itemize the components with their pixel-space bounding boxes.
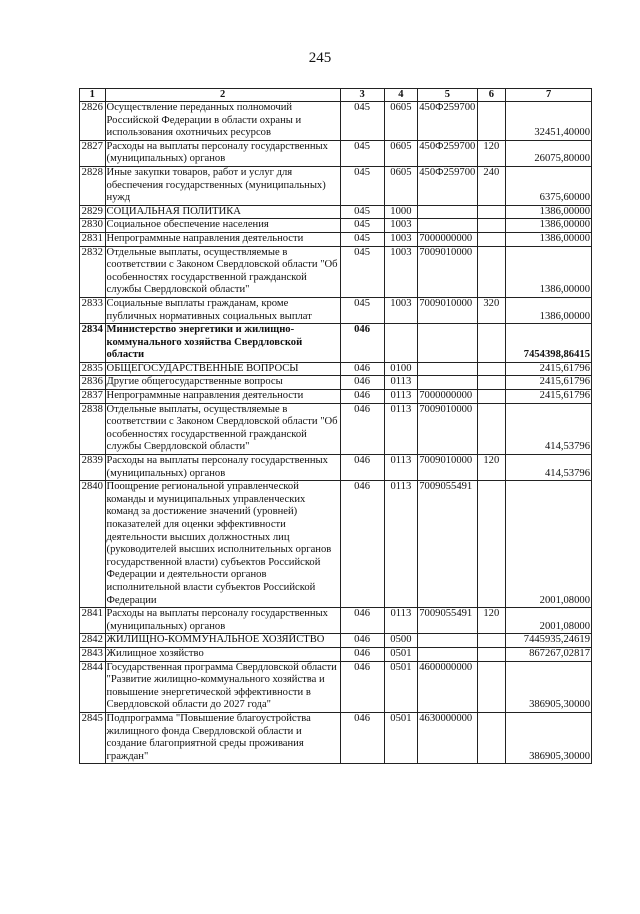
expense-type-cell — [477, 647, 506, 661]
section-code-cell: 0113 — [384, 403, 418, 454]
row-number-cell: 2831 — [80, 232, 106, 246]
amount-cell: 2415,61796 — [506, 390, 592, 404]
expense-type-cell — [477, 246, 506, 297]
department-code-cell: 046 — [340, 481, 384, 608]
expense-type-cell — [477, 661, 506, 712]
description-cell: Поощрение региональной управленческой команды и муниципальных управленческих команд за достижение значений (уровней) показателей для оценки эффективности деятельности высших должностных лиц (руководителей высших исполнительных органов государственной власти) субъектов Российской Федерации и деятельности органов исполнительной власти субъектов Российской Федерации — [105, 481, 340, 608]
expense-type-cell — [477, 219, 506, 233]
target-article-cell: 450Ф259700 — [418, 102, 477, 141]
row-number-cell: 2826 — [80, 102, 106, 141]
description-cell: Осуществление переданных полномочий Российской Федерации в области охраны и использования охотничьих ресурсов — [105, 102, 340, 141]
section-code-cell: 0605 — [384, 102, 418, 141]
expense-type-cell — [477, 205, 506, 219]
target-article-cell: 7009010000 — [418, 297, 477, 323]
section-code-cell: 0501 — [384, 712, 418, 763]
expense-type-cell — [477, 324, 506, 363]
amount-cell: 1386,00000 — [506, 205, 592, 219]
target-article-cell: 7009010000 — [418, 455, 477, 481]
description-cell: Непрограммные направления деятельности — [105, 390, 340, 404]
description-cell: ОБЩЕГОСУДАРСТВЕННЫЕ ВОПРОСЫ — [105, 362, 340, 376]
budget-table — [79, 88, 592, 764]
table-row — [80, 324, 592, 363]
row-number-cell: 2834 — [80, 324, 106, 363]
table-row — [80, 205, 592, 219]
description-cell: Непрограммные направления деятельности — [105, 232, 340, 246]
department-code-cell: 046 — [340, 324, 384, 363]
department-code-cell: 045 — [340, 246, 384, 297]
target-article-cell — [418, 324, 477, 363]
department-code-cell: 046 — [340, 712, 384, 763]
table-row — [80, 712, 592, 763]
description-cell: Расходы на выплаты персоналу государственных (муниципальных) органов — [105, 140, 340, 166]
page-number: 245 — [308, 50, 332, 66]
department-code-cell: 046 — [340, 634, 384, 648]
section-code-cell: 1003 — [384, 246, 418, 297]
amount-cell: 7445935,24619 — [506, 634, 592, 648]
table-row — [80, 634, 592, 648]
expense-type-cell — [477, 390, 506, 404]
description-cell: Расходы на выплаты персоналу государственных (муниципальных) органов — [105, 455, 340, 481]
amount-cell: 2001,08000 — [506, 608, 592, 634]
header-cell: 2 — [105, 89, 340, 102]
department-code-cell: 046 — [340, 455, 384, 481]
row-number-cell: 2836 — [80, 376, 106, 390]
table-row — [80, 102, 592, 141]
section-code-cell: 0113 — [384, 608, 418, 634]
row-number-cell: 2833 — [80, 297, 106, 323]
row-number-cell: 2829 — [80, 205, 106, 219]
expense-type-cell: 320 — [477, 297, 506, 323]
section-code-cell: 0113 — [384, 455, 418, 481]
expense-type-cell: 240 — [477, 166, 506, 205]
department-code-cell: 046 — [340, 390, 384, 404]
row-number-cell: 2828 — [80, 166, 106, 205]
amount-cell: 2001,08000 — [506, 481, 592, 608]
target-article-cell — [418, 376, 477, 390]
row-number-cell: 2842 — [80, 634, 106, 648]
target-article-cell: 4600000000 — [418, 661, 477, 712]
department-code-cell: 045 — [340, 232, 384, 246]
target-article-cell: 7009055491 — [418, 481, 477, 608]
section-code-cell: 0500 — [384, 634, 418, 648]
header-cell: 5 — [418, 89, 477, 102]
row-number-cell: 2840 — [80, 481, 106, 608]
amount-cell: 6375,60000 — [506, 166, 592, 205]
header-cell: 1 — [80, 89, 106, 102]
section-code-cell: 1003 — [384, 297, 418, 323]
amount-cell: 867267,02817 — [506, 647, 592, 661]
header-cell: 3 — [340, 89, 384, 102]
target-article-cell — [418, 205, 477, 219]
row-number-cell: 2835 — [80, 362, 106, 376]
target-article-cell — [418, 647, 477, 661]
expense-type-cell — [477, 481, 506, 608]
department-code-cell: 046 — [340, 608, 384, 634]
table-row — [80, 246, 592, 297]
section-code-cell: 0113 — [384, 376, 418, 390]
section-code-cell: 1003 — [384, 232, 418, 246]
table-row — [80, 219, 592, 233]
description-cell: ЖИЛИЩНО-КОММУНАЛЬНОЕ ХОЗЯЙСТВО — [105, 634, 340, 648]
table-row — [80, 232, 592, 246]
table-row — [80, 481, 592, 608]
amount-cell: 1386,00000 — [506, 232, 592, 246]
description-cell: Расходы на выплаты персоналу государственных (муниципальных) органов — [105, 608, 340, 634]
department-code-cell: 045 — [340, 205, 384, 219]
expense-type-cell — [477, 376, 506, 390]
section-code-cell: 0113 — [384, 390, 418, 404]
expense-type-cell: 120 — [477, 140, 506, 166]
table-row — [80, 376, 592, 390]
amount-cell: 414,53796 — [506, 403, 592, 454]
table-row — [80, 297, 592, 323]
description-cell: Министерство энергетики и жилищно-коммунального хозяйства Свердловской области — [105, 324, 340, 363]
department-code-cell: 046 — [340, 362, 384, 376]
amount-cell: 414,53796 — [506, 455, 592, 481]
target-article-cell: 450Ф259700 — [418, 140, 477, 166]
row-number-cell: 2841 — [80, 608, 106, 634]
target-article-cell: 7009055491 — [418, 608, 477, 634]
table-row — [80, 140, 592, 166]
section-code-cell: 1003 — [384, 219, 418, 233]
table-row — [80, 455, 592, 481]
expense-type-cell — [477, 102, 506, 141]
amount-cell: 32451,40000 — [506, 102, 592, 141]
row-number-cell: 2827 — [80, 140, 106, 166]
department-code-cell: 045 — [340, 102, 384, 141]
header-cell: 4 — [384, 89, 418, 102]
section-code-cell: 0113 — [384, 481, 418, 608]
description-cell: Жилищное хозяйство — [105, 647, 340, 661]
department-code-cell: 045 — [340, 219, 384, 233]
table-header-row — [80, 89, 592, 102]
department-code-cell: 046 — [340, 376, 384, 390]
section-code-cell — [384, 324, 418, 363]
amount-cell: 386905,30000 — [506, 661, 592, 712]
section-code-cell: 0605 — [384, 140, 418, 166]
target-article-cell — [418, 634, 477, 648]
target-article-cell — [418, 219, 477, 233]
row-number-cell: 2839 — [80, 455, 106, 481]
description-cell: СОЦИАЛЬНАЯ ПОЛИТИКА — [105, 205, 340, 219]
table-row — [80, 661, 592, 712]
description-cell: Другие общегосударственные вопросы — [105, 376, 340, 390]
target-article-cell: 7000000000 — [418, 390, 477, 404]
table-row — [80, 390, 592, 404]
department-code-cell: 045 — [340, 166, 384, 205]
description-cell: Государственная программа Свердловской области "Развитие жилищно-коммунального хозяйства и повышение энергетической эффективности в Свердловской области до 2027 года" — [105, 661, 340, 712]
target-article-cell: 7000000000 — [418, 232, 477, 246]
section-code-cell: 0501 — [384, 661, 418, 712]
description-cell: Социальные выплаты гражданам, кроме публичных нормативных социальных выплат — [105, 297, 340, 323]
department-code-cell: 046 — [340, 647, 384, 661]
description-cell: Социальное обеспечение населения — [105, 219, 340, 233]
expense-type-cell: 120 — [477, 455, 506, 481]
amount-cell: 26075,80000 — [506, 140, 592, 166]
amount-cell: 7454398,86415 — [506, 324, 592, 363]
row-number-cell: 2832 — [80, 246, 106, 297]
target-article-cell: 7009010000 — [418, 403, 477, 454]
expense-type-cell — [477, 232, 506, 246]
section-code-cell: 0100 — [384, 362, 418, 376]
header-cell: 6 — [477, 89, 506, 102]
department-code-cell: 046 — [340, 403, 384, 454]
description-cell: Отдельные выплаты, осуществляемые в соответствии с Законом Свердловской области "Об особенностях государственной гражданской службы Свердловской области" — [105, 403, 340, 454]
row-number-cell: 2844 — [80, 661, 106, 712]
table-row — [80, 647, 592, 661]
amount-cell: 1386,00000 — [506, 297, 592, 323]
expense-type-cell — [477, 712, 506, 763]
header-cell: 7 — [506, 89, 592, 102]
amount-cell: 1386,00000 — [506, 246, 592, 297]
department-code-cell: 046 — [340, 661, 384, 712]
row-number-cell: 2843 — [80, 647, 106, 661]
table-row — [80, 403, 592, 454]
section-code-cell: 0501 — [384, 647, 418, 661]
description-cell: Отдельные выплаты, осуществляемые в соответствии с Законом Свердловской области "Об особенностях государственной гражданской службы Свердловской области" — [105, 246, 340, 297]
amount-cell: 1386,00000 — [506, 219, 592, 233]
description-cell: Иные закупки товаров, работ и услуг для обеспечения государственных (муниципальных) нужд — [105, 166, 340, 205]
target-article-cell — [418, 362, 477, 376]
section-code-cell: 0605 — [384, 166, 418, 205]
target-article-cell: 4630000000 — [418, 712, 477, 763]
department-code-cell: 045 — [340, 297, 384, 323]
row-number-cell: 2838 — [80, 403, 106, 454]
section-code-cell: 1000 — [384, 205, 418, 219]
description-cell: Подпрограмма "Повышение благоустройства жилищного фонда Свердловской области и создание благоприятной среды проживания граждан" — [105, 712, 340, 763]
department-code-cell: 045 — [340, 140, 384, 166]
expense-type-cell — [477, 362, 506, 376]
table-row — [80, 362, 592, 376]
table-row — [80, 166, 592, 205]
table-body — [80, 102, 592, 764]
amount-cell: 2415,61796 — [506, 362, 592, 376]
expense-type-cell — [477, 403, 506, 454]
table-row — [80, 608, 592, 634]
row-number-cell: 2845 — [80, 712, 106, 763]
amount-cell: 386905,30000 — [506, 712, 592, 763]
row-number-cell: 2837 — [80, 390, 106, 404]
expense-type-cell — [477, 634, 506, 648]
target-article-cell: 7009010000 — [418, 246, 477, 297]
row-number-cell: 2830 — [80, 219, 106, 233]
target-article-cell: 450Ф259700 — [418, 166, 477, 205]
expense-type-cell: 120 — [477, 608, 506, 634]
amount-cell: 2415,61796 — [506, 376, 592, 390]
